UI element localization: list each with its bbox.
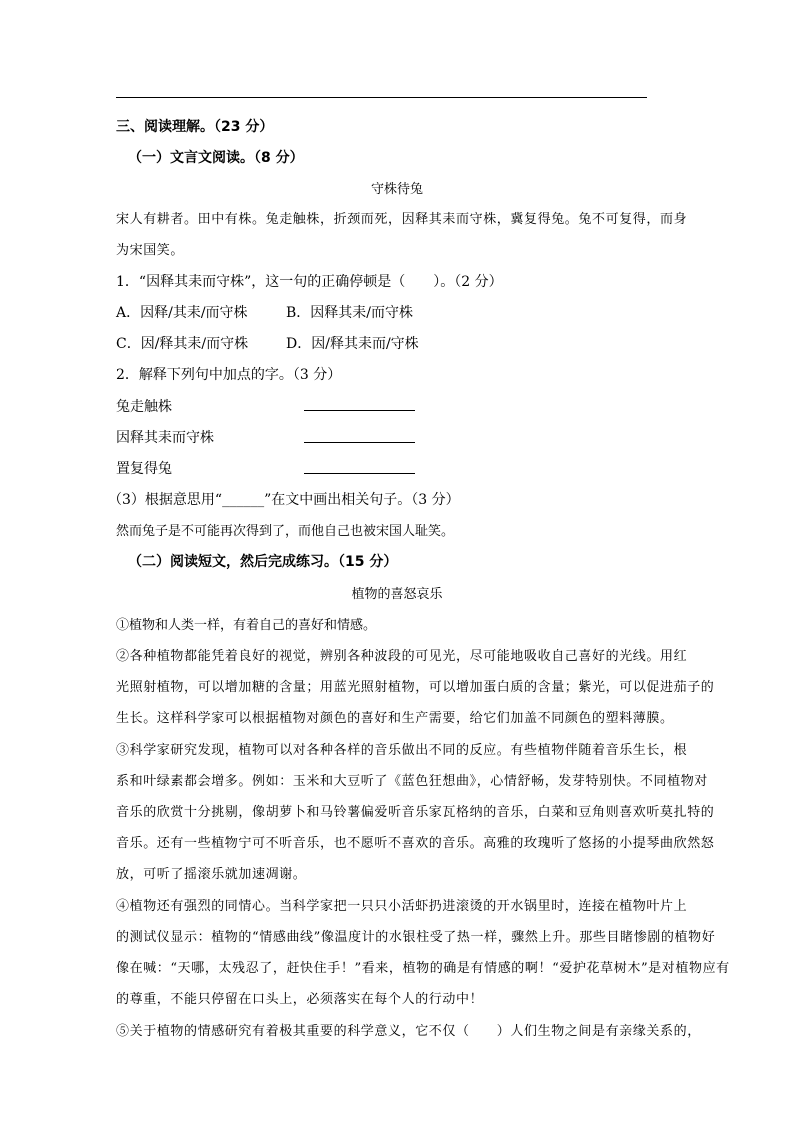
section-heading: 三、阅读理解。（23 分） xyxy=(116,119,274,135)
q1-option-d: D．因/释其耒而/守株 xyxy=(286,336,419,352)
q2-item-phrase: 置复得兔 xyxy=(116,461,172,477)
q1-option-c: C．因/释其耒/而守株 xyxy=(116,336,249,352)
question-2: 2．解释下列句中加点的字。（3 分） xyxy=(116,367,342,383)
paragraph-2-line: ②各种植物都能凭着良好的视觉，辨别各种波段的可见光，尽可能地吸收自己喜好的光线。用红 xyxy=(116,649,688,664)
paragraph-3-line: 音乐的欣赏十分挑剔，像胡萝卜和马铃薯偏爱听音乐家瓦格纳的音乐，白菜和豆角则喜欢听莫扎特的 xyxy=(116,805,715,820)
paragraph-3-line: 音乐。还有一些植物宁可不听音乐，也不愿听不喜欢的音乐。高雅的玫瑰听了悠扬的小提琴曲欣然怒 xyxy=(116,836,715,851)
answer-blank[interactable] xyxy=(304,442,415,443)
question-1: 1．“因释其耒而守株”，这一句的正确停顿是（ ）。（2 分） xyxy=(116,274,503,290)
q1-option-b: B．因释其耒/而守株 xyxy=(286,305,414,321)
answer-blank[interactable] xyxy=(304,410,415,411)
paragraph-2-line: 生长。这样科学家可以根据植物对颜色的喜好和生产需要，给它们加盖不同颜色的塑料薄膜。 xyxy=(116,711,674,726)
part1-title: 守株待兔 xyxy=(370,182,423,197)
paragraph-4-line: 像在喊：“天哪，太残忍了，赶快住手！”看来，植物的确是有情感的啊！“爱护花草树木”是对植物应有 xyxy=(116,961,730,976)
paragraph-5-line: ⑤关于植物的情感研究有着极其重要的科学意义，它不仅（ ）人们生物之间是有亲缘关系的， xyxy=(116,1024,701,1039)
paragraph-4-line: 的测试仪显示：植物的“情感曲线”像温度计的水银柱受了热一样，骤然上升。那些目睹惨剧的植物好 xyxy=(116,930,716,945)
part1-heading: （一）文言文阅读。（8 分） xyxy=(128,150,304,166)
paragraph-2-line: 光照射植物，可以增加糖的含量；用蓝光照射植物，可以增加蛋白质的含量；紫光，可以促进茄子的 xyxy=(116,680,715,695)
answer-blank[interactable] xyxy=(304,473,415,474)
q3-related-sentence: 然而兔子是不可能再次得到了，而他自己也被宋国人耻笑。 xyxy=(116,524,455,539)
classical-text-line-1: 宋人有耕者。田中有株。兔走触株，折颈而死，因释其耒而守株，冀复得兔。兔不可复得，而身 xyxy=(116,212,688,227)
q2-item-phrase: 兔走触株 xyxy=(116,399,172,415)
q2-item-phrase: 因释其耒而守株 xyxy=(116,430,214,446)
paragraph-3-line: ③科学家研究发现，植物可以对各种各样的音乐做出不同的反应。有些植物伴随着音乐生长，根 xyxy=(116,743,688,758)
paragraph-1: ①植物和人类一样，有着自己的喜好和情感。 xyxy=(116,618,377,633)
classical-text-line-2: 为宋国笑。 xyxy=(116,243,185,258)
paragraph-3-line: 放，可听了摇滚乐就加速凋谢。 xyxy=(116,867,307,882)
part2-heading: （二）阅读短文，然后完成练习。（15 分） xyxy=(128,554,398,570)
top-divider-line xyxy=(116,97,647,98)
part2-title: 植物的喜怒哀乐 xyxy=(351,587,443,602)
paragraph-3-line: 系和叶绿素都会增多。例如：玉米和大豆听了《蓝色狂想曲》，心情舒畅，发芽特别快。不同植物对 xyxy=(116,774,708,789)
question-3: （3）根据意思用“______”在文中画出相关句子。（3 分） xyxy=(108,492,460,508)
paragraph-4-line: ④植物还有强烈的同情心。当科学家把一只只小活虾扔进滚烫的开水锅里时，连接在植物叶片上 xyxy=(116,899,688,914)
q1-option-a: A．因释/其耒/而守株 xyxy=(116,305,248,321)
paragraph-4-line: 的尊重，不能只停留在口头上，必须落实在每个人的行动中！ xyxy=(116,992,484,1007)
